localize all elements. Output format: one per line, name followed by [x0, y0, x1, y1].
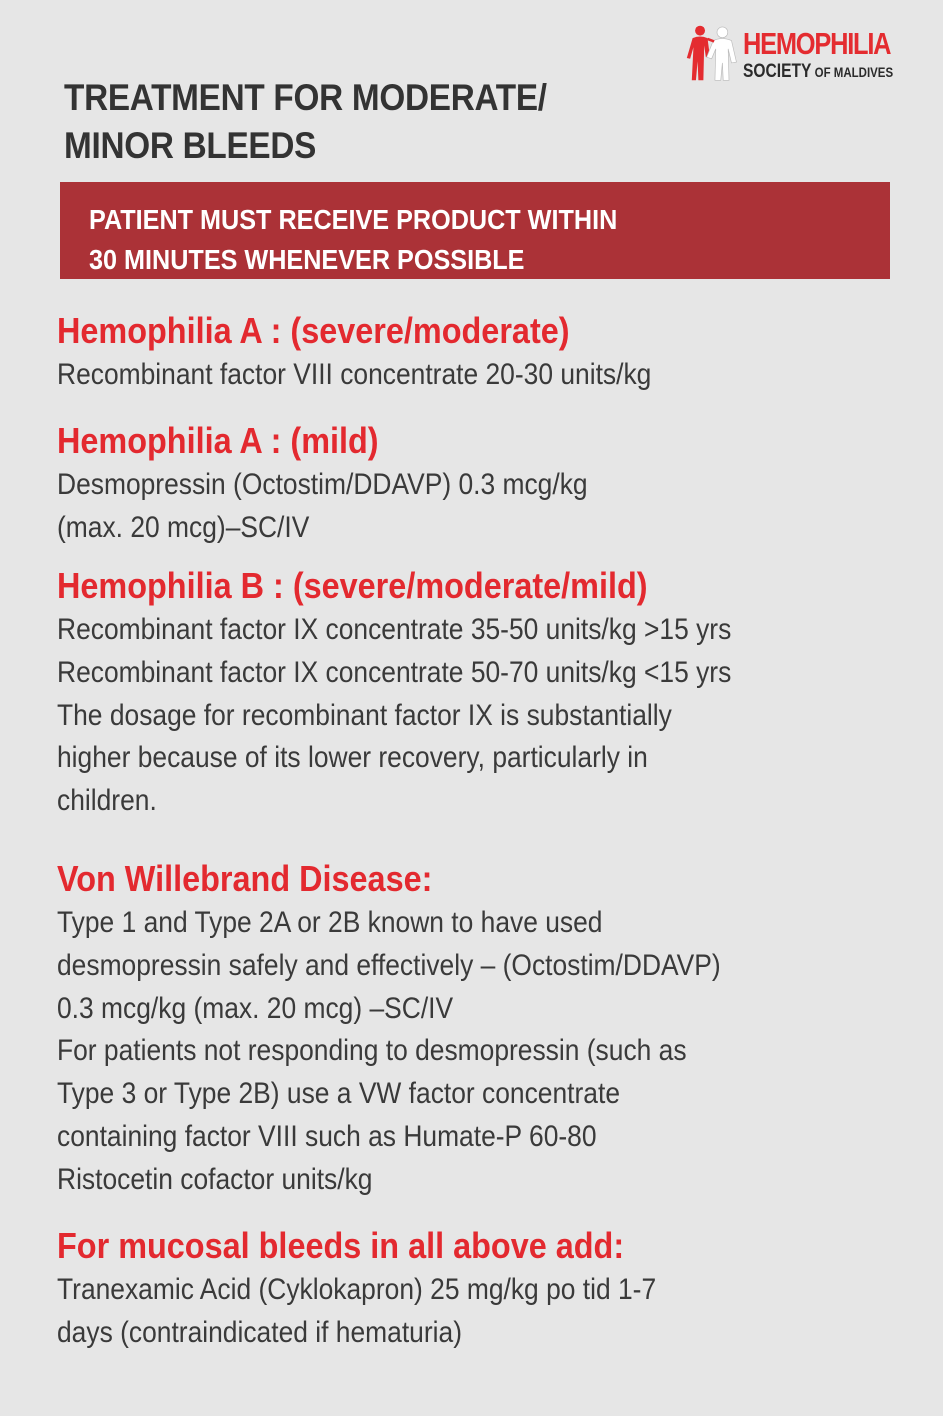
section-body	[57, 1269, 889, 1355]
body-line: The dosage for recombinant factor IX is substantially	[57, 698, 672, 732]
section-heading: Von Willebrand Disease:	[57, 858, 433, 899]
section-body	[57, 902, 889, 1202]
section-body	[57, 609, 889, 823]
body-line: Recombinant factor IX concentrate 50-70 units/kg <15 yrs	[57, 655, 732, 689]
section-mucosal-bleeds	[57, 1224, 897, 1355]
banner-line2: 30 MINUTES WHENEVER POSSIBLE	[89, 244, 525, 275]
body-line: Tranexamic Acid (Cyklokapron) 25 mg/kg po tid 1-7	[57, 1273, 657, 1306]
section-body	[57, 354, 889, 397]
body-line: days (contraindicated if hematuria)	[57, 1315, 463, 1349]
banner-line1: PATIENT MUST RECEIVE PRODUCT WITHIN	[89, 204, 618, 235]
body-line: Ristocetin cofactor units/kg	[57, 1162, 373, 1196]
page-title	[64, 74, 568, 170]
page-title-line1: TREATMENT FOR MODERATE/	[64, 77, 547, 118]
body-line: Type 1 and Type 2A or 2B known to have used	[57, 906, 603, 939]
section-heading: For mucosal bleeds in all above add:	[57, 1225, 625, 1266]
body-line: Recombinant factor VIII concentrate 20-30 units/kg	[57, 358, 652, 391]
section-hemophilia-a-mild	[57, 419, 897, 550]
body-line: For patients not responding to desmopressin (such as	[57, 1034, 687, 1068]
section-body	[57, 464, 889, 550]
urgency-banner	[60, 182, 890, 279]
section-hemophilia-a-severe	[57, 309, 897, 397]
section-heading: Hemophilia B : (severe/moderate/mild)	[57, 565, 648, 606]
body-line: children.	[57, 784, 157, 818]
banner-text	[89, 200, 719, 280]
people-figures-icon	[686, 18, 739, 88]
body-line: desmopressin safely and effectively – (Octostim/DDAVP)	[57, 948, 721, 982]
logo-wordmark	[743, 28, 926, 81]
logo-line2-small: OF MALDIVES	[814, 64, 894, 80]
body-line: (max. 20 mcg)–SC/IV	[57, 510, 310, 544]
logo-line2	[743, 62, 893, 81]
page-title-line2: MINOR BLEEDS	[64, 125, 317, 166]
section-hemophilia-b	[57, 564, 897, 823]
section-heading: Hemophilia A : (severe/moderate)	[57, 310, 570, 351]
body-line: containing factor VIII such as Humate-P 60-80	[57, 1119, 597, 1153]
body-line: higher because of its lower recovery, particularly in	[57, 741, 648, 775]
body-line: Recombinant factor IX concentrate 35-50 units/kg >15 yrs	[57, 613, 732, 646]
section-von-willebrand	[57, 857, 897, 1202]
logo-line2-main: SOCIETY	[742, 61, 812, 82]
body-line: Type 3 or Type 2B) use a VW factor concentrate	[57, 1077, 621, 1111]
hemophilia-society-logo	[686, 18, 926, 90]
body-line: Desmopressin (Octostim/DDAVP) 0.3 mcg/kg	[57, 468, 588, 501]
section-heading: Hemophilia A : (mild)	[57, 420, 379, 461]
body-line: 0.3 mcg/kg (max. 20 mcg) –SC/IV	[57, 991, 454, 1025]
logo-line1: HEMOPHILIA	[742, 26, 891, 61]
